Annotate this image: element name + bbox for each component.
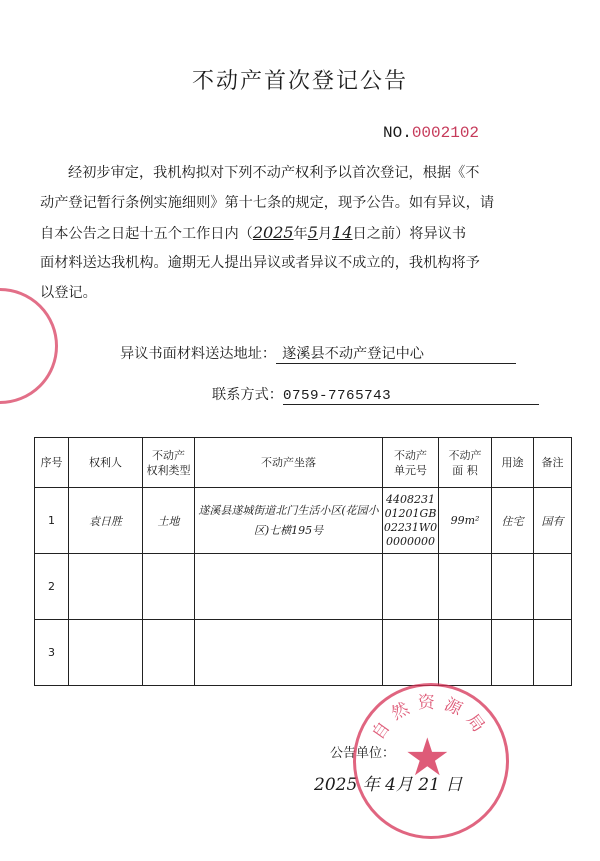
table-row — [35, 620, 572, 686]
deadline-year: 2025 — [252, 223, 294, 242]
body-line-1: 经初步审定，我机构拟对下列不动产权利予以首次登记，根据《不 — [68, 165, 480, 181]
body-line-2: 动产登记暂行条例实施细则》第十七条的规定，现予公告。如有异议，请 — [40, 195, 495, 211]
body-line-3-a: 自本公告之日起十五个工作日内（ — [40, 226, 253, 242]
row-note — [534, 554, 572, 620]
official-seal — [353, 683, 509, 839]
header-area-1: 不动产 — [448, 448, 482, 462]
row-holder — [69, 620, 143, 686]
table-row — [35, 554, 572, 620]
header-unit-no — [383, 438, 439, 488]
row-seq: 1 — [35, 488, 69, 554]
deadline-day: 14 — [332, 223, 353, 242]
row-use — [492, 620, 534, 686]
deadline-month: 5 — [307, 223, 318, 242]
seal-star-icon: ★ — [404, 728, 451, 788]
serial-digits: 0002102 — [411, 124, 480, 142]
header-right-type-2: 权利类型 — [146, 463, 191, 477]
header-note: 备注 — [534, 438, 572, 488]
row-right-type — [143, 554, 195, 620]
row-location — [195, 554, 383, 620]
row-unit-no — [383, 620, 439, 686]
body-line-3 — [40, 218, 570, 248]
row-area — [439, 620, 492, 686]
registration-table — [34, 437, 572, 686]
announcement-body — [40, 158, 570, 308]
row-right-type — [143, 620, 195, 686]
row-use — [492, 554, 534, 620]
row-note — [534, 620, 572, 686]
row-area: 99m² — [439, 488, 492, 554]
header-right-type-1: 不动产 — [152, 448, 185, 462]
header-seq: 序号 — [35, 438, 69, 488]
body-line-5: 以登记。 — [40, 285, 97, 301]
row-unit-no: 440823101201GB02231W00000000 — [383, 488, 439, 554]
body-line-3-d: 日之前）将异议书 — [352, 226, 467, 242]
seal-text-ring — [356, 686, 506, 836]
objection-address — [120, 343, 516, 364]
header-unit-no-1: 不动产 — [394, 448, 427, 462]
contact-value: 0759-7765743 — [283, 388, 539, 405]
row-right-type: 土地 — [143, 488, 195, 554]
issuing-unit-label: 公告单位： — [330, 746, 396, 761]
row-unit-no — [383, 554, 439, 620]
seal-text: 自然资源局 — [368, 692, 494, 744]
row-area — [439, 554, 492, 620]
row-holder: 袁日胜 — [69, 488, 143, 554]
header-holder: 权利人 — [69, 438, 143, 488]
header-area — [439, 438, 492, 488]
row-seq: 3 — [35, 620, 69, 686]
body-line-3-c: 月 — [317, 226, 333, 242]
row-location: 遂溪县遂城街道北门生活小区(花园小区)七横195号 — [195, 488, 383, 554]
page-title: 不动产首次登记公告 — [191, 69, 408, 94]
row-use: 住宅 — [492, 488, 534, 554]
row-seq: 2 — [35, 554, 69, 620]
header-right-type — [143, 438, 195, 488]
header-area-2: 面 积 — [452, 463, 478, 477]
row-holder — [69, 554, 143, 620]
table-row — [35, 488, 572, 554]
body-line-3-b: 年 — [293, 226, 308, 242]
contact-label: 联系方式： — [212, 387, 283, 403]
row-location — [195, 620, 383, 686]
header-use: 用途 — [492, 438, 534, 488]
header-unit-no-2: 单元号 — [394, 463, 427, 477]
body-line-4: 面材料送达我机构。逾期无人提出异议或者异议不成立的，我机构将予 — [40, 255, 480, 271]
header-location: 不动产坐落 — [195, 438, 383, 488]
issue-date: 2025 年 4月 21 日 — [314, 775, 463, 795]
svg-text:自然资源局 — [368, 693, 493, 744]
table-header-row — [35, 438, 572, 488]
contact-info — [212, 384, 539, 405]
objection-address-value: 遂溪县不动产登记中心 — [276, 343, 516, 364]
objection-address-label: 异议书面材料送达地址： — [120, 346, 277, 362]
row-note: 国有 — [534, 488, 572, 554]
serial-prefix: NO. — [383, 124, 412, 142]
serial-number — [383, 124, 479, 142]
